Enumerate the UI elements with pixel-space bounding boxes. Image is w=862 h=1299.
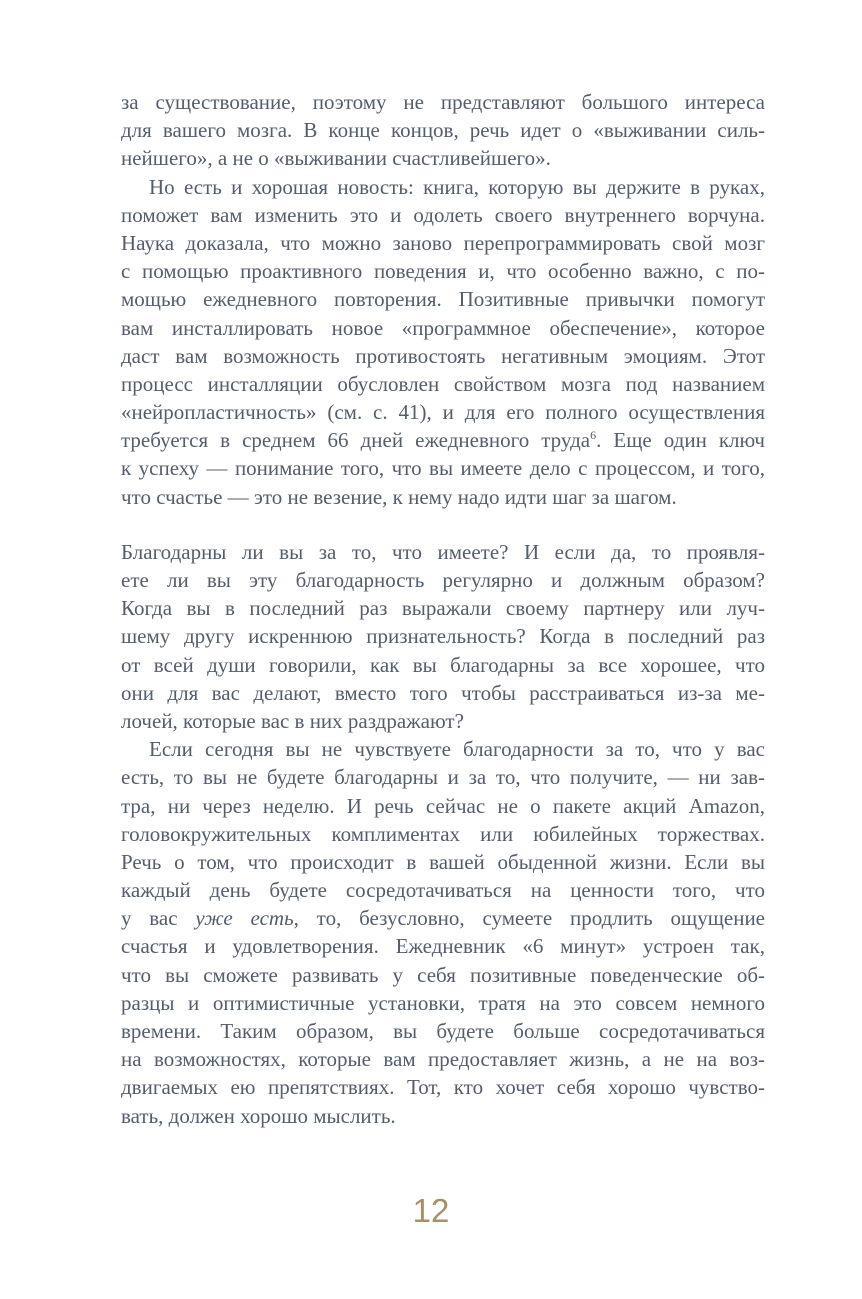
- text-line: [121, 144, 765, 172]
- text-segment: , то, безусловно, сумеете продлить ощущение: [293, 906, 765, 931]
- text-line: [121, 707, 765, 735]
- text-segment: Благодарны ли вы за то, что имеете? И если да, то проявля-: [121, 539, 765, 564]
- text-segment: у вас: [121, 906, 196, 931]
- text-line: [121, 1073, 765, 1101]
- text-segment: от всей души говорили, как вы благодарны за все хорошее, что: [121, 652, 765, 677]
- text-line: [121, 370, 765, 398]
- text-line: [121, 932, 765, 960]
- text-segment: Когда вы в последний раз выражали своему партнеру или луч-: [121, 596, 765, 621]
- text-segment: что вы сможете развивать у себя позитивные поведенческие об-: [121, 962, 765, 987]
- text-segment: процесс инсталляции обусловлен свойством мозга под названием: [121, 371, 765, 396]
- text-segment: двигаемых ею препятствиях. Тот, кто хочет себя хорошо чувство-: [121, 1075, 765, 1100]
- text-line: [121, 88, 765, 116]
- text-line: [121, 257, 765, 285]
- text-segment: разцы и оптимистичные установки, тратя на это совсем немного: [121, 990, 765, 1015]
- text-block: [121, 88, 765, 1130]
- text-line: [121, 285, 765, 313]
- text-segment: лочей, которые вас в них раздражают?: [121, 708, 464, 733]
- text-segment: вам инсталлировать новое «программное обеспечение», которое: [121, 315, 765, 340]
- text-segment: ете ли вы эту благодарность регулярно и должным образом?: [121, 568, 765, 592]
- text-line: [121, 876, 765, 904]
- text-line: [121, 454, 765, 482]
- text-line: [121, 594, 765, 622]
- text-segment: мощью ежедневного повторения. Позитивные привычки помогут: [121, 287, 765, 312]
- text-line: [121, 820, 765, 848]
- text-segment: головокружительных комплиментах или юбилейных торжествах.: [121, 821, 765, 846]
- page-number: 12: [412, 1192, 450, 1229]
- text-line: [121, 566, 765, 594]
- section: [121, 88, 765, 511]
- text-line: [121, 314, 765, 342]
- text-segment: с помощью проактивного поведения и, что особенно важно, с по-: [121, 259, 765, 284]
- paragraph: [121, 735, 765, 1130]
- text-segment: каждый день будете сосредотачиваться на ценности того, что: [121, 878, 765, 903]
- text-line: [121, 173, 765, 201]
- text-segment: вать, должен хорошо мыслить.: [121, 1103, 396, 1128]
- paragraph: [121, 538, 765, 735]
- paragraph: [121, 173, 765, 511]
- text-segment: за существование, поэтому не представляют большого интереса: [121, 90, 765, 114]
- text-segment: для вашего мозга. В конце концов, речь идет о «выживании силь-: [121, 118, 765, 143]
- paragraph: [121, 88, 765, 173]
- text-segment: Но есть и хорошая новость: книга, которую вы держите в руках,: [149, 174, 765, 199]
- text-line: [121, 483, 765, 511]
- text-segment: Наука доказала, что можно заново перепрограммировать свой мозг: [121, 230, 765, 255]
- text-line: [121, 426, 765, 454]
- text-line: [121, 848, 765, 876]
- text-segment: даст вам возможность противостоять негативным эмоциям. Этот: [121, 343, 765, 368]
- text-line: [121, 229, 765, 257]
- text-segment: поможет вам изменить это и одолеть своего внутреннего ворчуна.: [121, 202, 765, 227]
- footnote-marker: 6: [590, 428, 597, 443]
- text-line: [121, 201, 765, 229]
- text-line: [121, 651, 765, 679]
- text-line: [121, 1017, 765, 1045]
- section: [121, 538, 765, 1130]
- text-segment: на возможностях, которые вам предоставляет жизнь, а не на воз-: [121, 1047, 765, 1072]
- emphasis-text: уже есть: [195, 906, 294, 931]
- text-segment: тра, ни через неделю. И речь сейчас не о пакете акций Amazon,: [121, 793, 765, 818]
- text-segment: Речь о том, что происходит в вашей обыденной жизни. Если вы: [121, 849, 765, 874]
- text-segment: счастья и удовлетворения. Ежедневник «6 минут» устроен так,: [121, 934, 765, 959]
- text-segment: есть, то вы не будете благодарны и за то, что получите, — ни зав-: [121, 765, 765, 790]
- text-segment: Если сегодня вы не чувствуете благодарности за то, что у вас: [149, 737, 765, 762]
- text-line: [121, 622, 765, 650]
- text-line: [121, 538, 765, 566]
- text-segment: времени. Таким образом, вы будете больше сосредотачиваться: [121, 1019, 765, 1043]
- text-line: [121, 1102, 765, 1130]
- text-segment: что счастье — это не везение, к нему надо идти шаг за шагом.: [121, 484, 677, 509]
- text-line: [121, 342, 765, 370]
- text-line: [121, 116, 765, 144]
- text-segment: требуется в среднем 66 дней ежедневного труда: [121, 428, 591, 453]
- text-segment: «нейропластичность» (см. с. 41), и для его полного осуществления: [121, 400, 765, 425]
- text-line: [121, 1045, 765, 1073]
- text-line: [121, 735, 765, 763]
- text-segment: нейшего», а не о «выживании счастливейшего».: [121, 146, 551, 171]
- text-segment: . Еще один ключ: [596, 428, 765, 453]
- text-segment: к успеху — понимание того, что вы имеете дело с процессом, и того,: [121, 456, 765, 481]
- text-line: [121, 792, 765, 820]
- text-line: [121, 763, 765, 791]
- text-segment: шему другу искреннюю признательность? Когда в последний раз: [121, 624, 765, 649]
- text-line: [121, 961, 765, 989]
- text-segment: они для вас делают, вместо того чтобы расстраиваться из-за ме-: [121, 680, 765, 705]
- text-line: [121, 904, 765, 932]
- text-line: [121, 679, 765, 707]
- text-line: [121, 398, 765, 426]
- text-line: [121, 989, 765, 1017]
